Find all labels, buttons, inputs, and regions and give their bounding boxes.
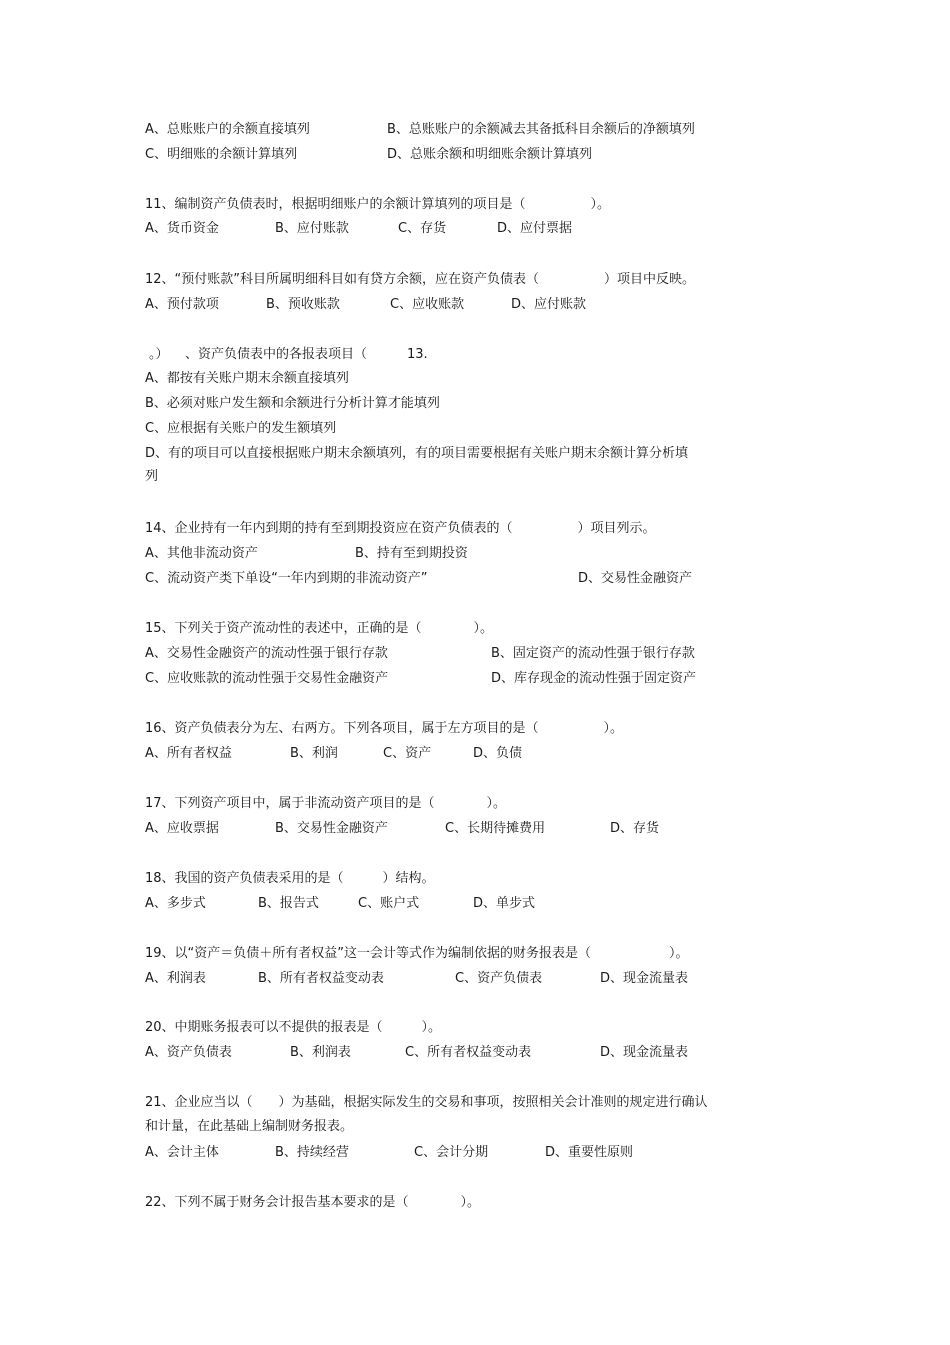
q12-option-a: A、预付款项 <box>145 297 219 312</box>
q14-option-d: D、交易性金融资产 <box>578 571 693 586</box>
q17-option-d: D、存货 <box>610 821 660 836</box>
q18-option-b: B、报告式 <box>258 896 319 911</box>
q16-option-c: C、资产 <box>383 746 432 761</box>
q20-stem: 20、中期账务报表可以不提供的报表是（ ）。 <box>145 1020 442 1035</box>
q11-option-a: A、货币资金 <box>145 221 219 236</box>
q17-option-c: C、长期待摊费用 <box>445 821 546 836</box>
q10-option-a: A、总账账户的余额直接填列 <box>145 122 310 137</box>
q16-option-a: A、所有者权益 <box>145 746 232 761</box>
q17-stem: 17、下列资产项目中，属于非流动资产项目的是（ ）。 <box>145 796 507 811</box>
q11-stem: 11、编制资产负债表时，根据明细账户的余额计算填列的项目是（ ）。 <box>145 197 611 212</box>
q21-option-a: A、会计主体 <box>145 1145 219 1160</box>
q19-stem: 19、以“资产＝负债＋所有者权益”这一会计等式作为编制依据的财务报表是（ ）。 <box>145 946 689 961</box>
q12-option-b: B、预收账款 <box>266 297 340 312</box>
q21-stem-continuation: 和计量，在此基础上编制财务报表。 <box>145 1119 354 1134</box>
q13-option-d-continuation: 列 <box>145 469 159 484</box>
q19-option-a: A、利润表 <box>145 971 206 986</box>
q15-stem: 15、下列关于资产流动性的表述中，正确的是（ ）。 <box>145 621 494 636</box>
q18-option-a: A、多步式 <box>145 896 206 911</box>
q12-option-d: D、应付账款 <box>511 297 587 312</box>
q13-option-b: B、必须对账户发生额和余额进行分析计算才能填列 <box>145 396 440 411</box>
q15-option-b: B、固定资产的流动性强于银行存款 <box>491 646 695 661</box>
q11-option-b: B、应付账款 <box>275 221 349 236</box>
q15-option-d: D、库存现金的流动性强于固定资产 <box>491 671 697 686</box>
q22-stem: 22、下列不属于财务会计报告基本要求的是（ ）。 <box>145 1195 481 1210</box>
q15-option-c: C、应收账款的流动性强于交易性金融资产 <box>145 671 389 686</box>
q10-option-c: C、明细账的余额计算填列 <box>145 147 298 162</box>
q20-option-a: A、资产负债表 <box>145 1045 232 1060</box>
q12-option-c: C、应收账款 <box>390 297 465 312</box>
q21-option-c: C、会计分期 <box>414 1145 489 1160</box>
q14-stem: 14、企业持有一年内到期的持有至到期投资应在资产负债表的（ ）项目列示。 <box>145 521 656 536</box>
q18-stem: 18、我国的资产负债表采用的是（ ）结构。 <box>145 871 435 886</box>
q17-option-b: B、交易性金融资产 <box>275 821 388 836</box>
q19-option-d: D、现金流量表 <box>600 971 689 986</box>
q13-stem-part-1: 。） <box>149 347 169 362</box>
q20-option-d: D、现金流量表 <box>600 1045 689 1060</box>
q13-option-a: A、都按有关账户期末余额直接填列 <box>145 371 349 386</box>
q18-option-c: C、账户式 <box>358 896 420 911</box>
q13-option-d: D、有的项目可以直接根据账户期末余额填列，有的项目需要根据有关账户期末余额计算分析填 <box>145 446 689 461</box>
q16-option-d: D、负债 <box>473 746 523 761</box>
q19-option-c: C、资产负债表 <box>455 971 543 986</box>
q14-option-c: C、流动资产类下单设“一年内到期的非流动资产” <box>145 571 428 586</box>
q11-option-c: C、存货 <box>398 221 447 236</box>
q20-option-b: B、利润表 <box>290 1045 351 1060</box>
q19-option-b: B、所有者权益变动表 <box>258 971 384 986</box>
q18-option-d: D、单步式 <box>473 896 536 911</box>
q15-option-a: A、交易性金融资产的流动性强于银行存款 <box>145 646 388 661</box>
q14-option-a: A、其他非流动资产 <box>145 546 258 561</box>
q10-option-b: B、总账账户的余额减去其备抵科目余额后的净额填列 <box>387 122 695 137</box>
q21-option-b: B、持续经营 <box>275 1145 349 1160</box>
q16-stem: 16、资产负债表分为左、右两方。下列各项目，属于左方项目的是（ ）。 <box>145 721 624 736</box>
q21-option-d: D、重要性原则 <box>545 1145 634 1160</box>
q14-option-b: B、持有至到期投资 <box>355 546 468 561</box>
q13-stem-part-3: 13. <box>407 347 428 362</box>
q17-option-a: A、应收票据 <box>145 821 219 836</box>
q20-option-c: C、所有者权益变动表 <box>405 1045 532 1060</box>
q11-option-d: D、应付票据 <box>497 221 573 236</box>
q12-stem: 12、“预付账款”科目所属明细科目如有贷方余额，应在资产负债表（ ）项目中反映。 <box>145 272 696 287</box>
q21-stem: 21、企业应当以（ ）为基础，根据实际发生的交易和事项，按照相关会计准则的规定进行确认 <box>145 1095 708 1110</box>
q13-option-c: C、应根据有关账户的发生额填列 <box>145 421 337 436</box>
q13-stem-part-2: 、资产负债表中的各报表项目（ <box>185 347 368 362</box>
q16-option-b: B、利润 <box>290 746 338 761</box>
q10-option-d: D、总账余额和明细账余额计算填列 <box>387 147 593 162</box>
